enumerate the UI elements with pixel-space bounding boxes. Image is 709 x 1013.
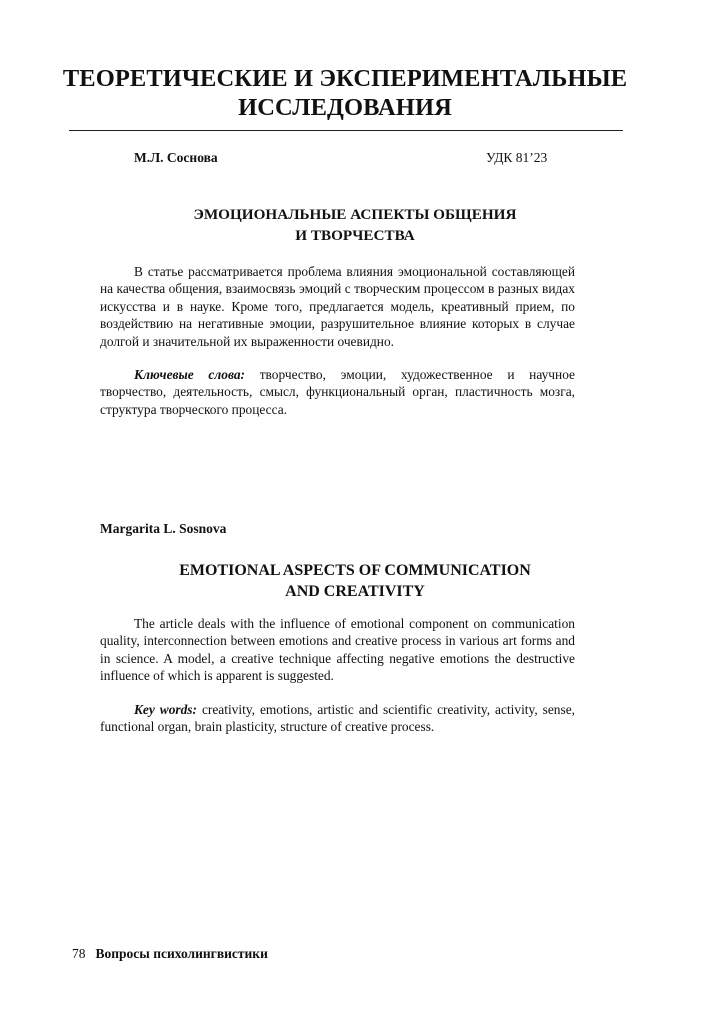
article-title-en <box>100 560 610 602</box>
journal-name: Вопросы психолингвистики <box>95 946 268 961</box>
keywords-text-en: creativity, emotions, artistic and scientific creativity, activity, sense, functional organ, brain plasticity, structure of creative process. <box>100 702 576 735</box>
article-title-ru-line-2: И ТВОРЧЕСТВА <box>295 227 415 244</box>
keywords-label-ru: Ключевые слова: <box>134 367 245 382</box>
abstract-en: The article deals with the influence of emotional component on communication quality, interconnection between emotions and creative process in various art forms and in science. A model, a creative technique affecting negative emotions the destructive influence of which is apparent is suggested. <box>100 616 575 684</box>
page-number: 78 <box>72 946 86 961</box>
section-heading-line-2: ИССЛЕДОВАНИЯ <box>238 94 452 121</box>
article-title-en-line-2: AND CREATIVITY <box>285 583 425 600</box>
keywords-label-en: Key words: <box>134 702 197 717</box>
author-name-en: Margarita L. Sosnova <box>100 521 227 536</box>
article-title-ru-line-1: ЭМОЦИОНАЛЬНЫЕ АСПЕКТЫ ОБЩЕНИЯ <box>193 206 517 223</box>
udk-code: УДК 81’23 <box>486 150 548 165</box>
article-title-ru <box>100 204 610 246</box>
keywords-ru <box>100 366 575 418</box>
keywords-en <box>100 701 575 736</box>
header-divider <box>69 130 623 131</box>
keywords-text-ru: творчество, эмоции, художественное и научное творчество, деятельность, смысл, функциональный орган, пластичность мозга, структура творческого процесса. <box>100 367 575 417</box>
section-heading-line-1: ТЕОРЕТИЧЕСКИЕ И ЭКСПЕРИМЕНТАЛЬНЫЕ <box>62 65 628 92</box>
section-heading <box>60 64 630 122</box>
article-title-en-line-1: EMOTIONAL ASPECTS OF COMMUNICATION <box>179 562 531 579</box>
abstract-ru: В статье рассматривается проблема влияния эмоциональной составляющей на качества общения, взаимосвязь эмоций с творческим процессом в разных видах искусства и в науке. Кроме того, предлагается модель, креативный прием, по воздействию на негативные эмоции, разрушительное влияние которых в случае долгой и значительной их выраженности очевидно. <box>100 264 575 349</box>
page-footer <box>72 946 268 962</box>
author-name-ru: М.Л. Соснова <box>134 150 218 165</box>
